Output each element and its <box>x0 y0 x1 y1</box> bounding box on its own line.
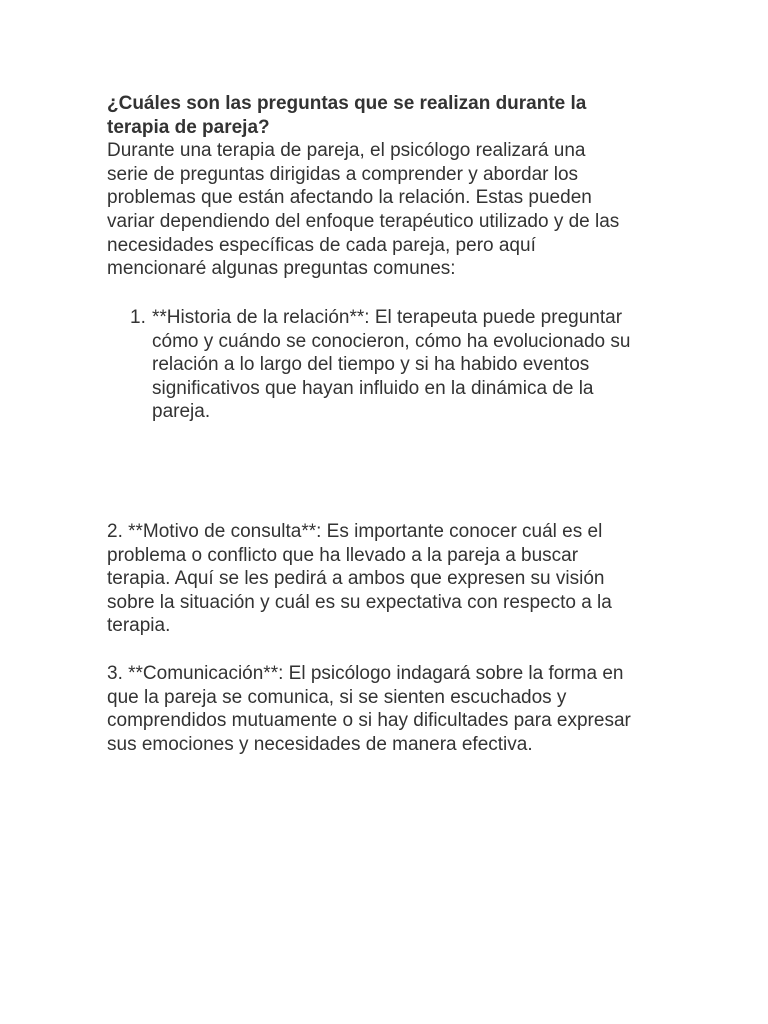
list-item-2 <box>107 520 707 638</box>
item-line: problema o conflicto que ha llevado a la pareja a buscar <box>107 544 579 566</box>
item-line: 2. **Motivo de consulta**: Es importante conocer cuál es el <box>107 521 603 542</box>
item-line: terapia. Aquí se les pedirá a ambos que expresen su visión <box>107 568 605 590</box>
intro-line: serie de preguntas dirigidas a comprender y abordar los <box>107 163 579 185</box>
item-line: sus emociones y necesidades de manera efectiva. <box>107 733 533 755</box>
list-item-3 <box>107 662 707 756</box>
heading-line: terapia de pareja? <box>107 116 270 138</box>
item-line: relación a lo largo del tiempo y si ha habido eventos <box>152 354 590 376</box>
item-line: comprendidos mutuamente o si hay dificultades para expresar <box>107 710 631 732</box>
item-line: significativos que hayan influido en la dinámica de la <box>152 377 594 399</box>
document-heading-and-intro <box>107 92 707 281</box>
item-line: sobre la situación y cuál es su expectativa con respecto a la <box>107 591 612 613</box>
item-line: pareja. <box>152 401 211 423</box>
item-line: 3. **Comunicación**: El psicólogo indagará sobre la forma en <box>107 663 624 684</box>
list-item-body <box>152 306 630 424</box>
intro-line: problemas que están afectando la relación. Estas pueden <box>107 187 592 209</box>
item-line: terapia. <box>107 615 171 637</box>
item-line: **Historia de la relación**: El terapeuta puede preguntar <box>152 307 623 328</box>
list-number: 1. <box>130 307 146 328</box>
heading-line: ¿Cuáles son las preguntas que se realizan durante la <box>107 93 587 114</box>
intro-line: necesidades específicas de cada pareja, pero aquí <box>107 234 536 256</box>
intro-line: mencionaré algunas preguntas comunes: <box>107 258 456 280</box>
intro-line: variar dependiendo del enfoque terapéutico utilizado y de las <box>107 210 620 232</box>
item-line: que la pareja se comunica, si se sienten escuchados y <box>107 686 567 708</box>
intro-line: Durante una terapia de pareja, el psicólogo realizará una <box>107 140 586 162</box>
item-line: cómo y cuándo se conocieron, cómo ha evolucionado su <box>152 330 631 352</box>
